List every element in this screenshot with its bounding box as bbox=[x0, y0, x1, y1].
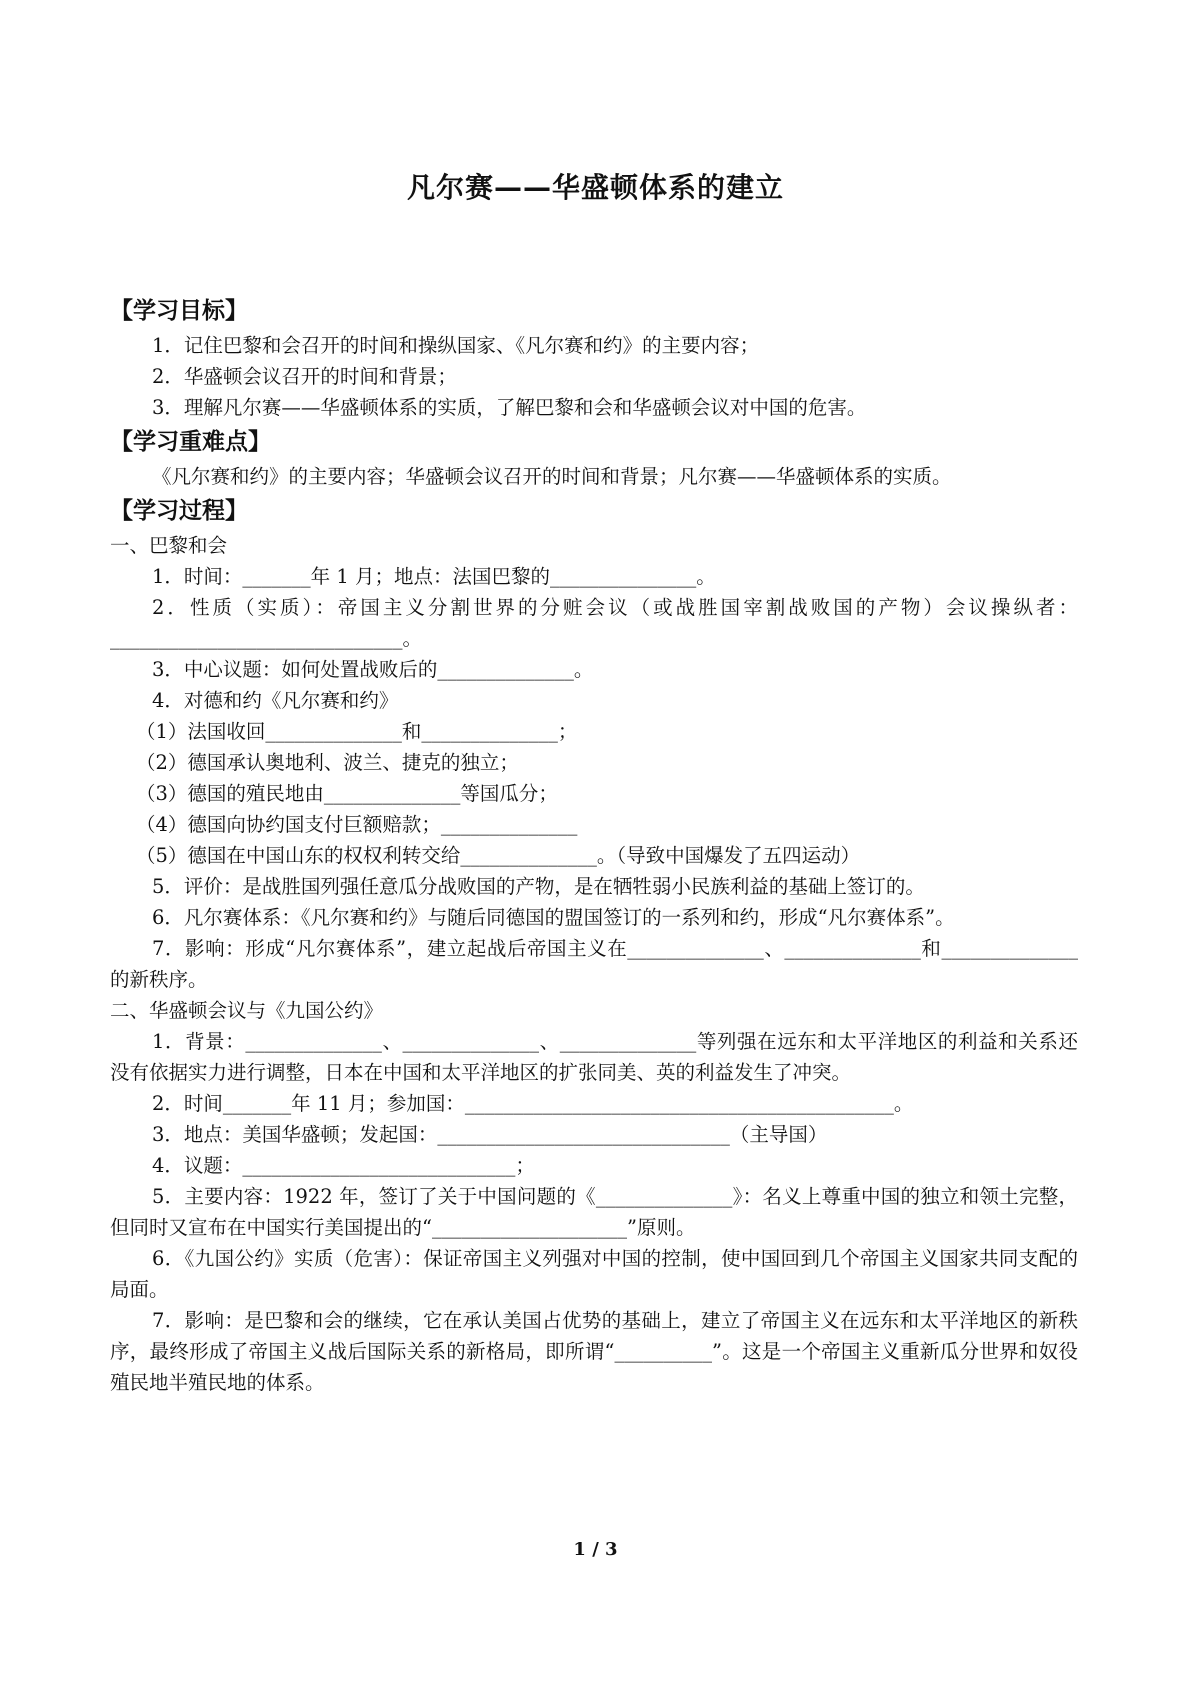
section-heading-process: 【学习过程】 bbox=[110, 498, 248, 524]
treaty-subitem: （3）德国的殖民地由______________等国瓜分； bbox=[136, 782, 558, 805]
goal-item: 1．记住巴黎和会召开的时间和操纵国家、《凡尔赛和约》的主要内容； bbox=[152, 334, 760, 357]
section-heading-key-points: 【学习重难点】 bbox=[110, 429, 271, 455]
part1-item: 3．中心议题：如何处置战败后的______________。 bbox=[152, 658, 594, 681]
key-points-text: 《凡尔赛和约》的主要内容；华盛顿会议召开的时间和背景；凡尔赛——华盛顿体系的实质。 bbox=[152, 465, 952, 488]
treaty-subitem: （2）德国承认奥地利、波兰、捷克的独立； bbox=[136, 751, 519, 774]
part1-item: 4．对德和约《凡尔赛和约》 bbox=[152, 689, 399, 712]
part1-item: 7．影响：形成“凡尔赛体系”，建立起战后帝国主义在______________、______________和______________的新秩序。 bbox=[110, 937, 1078, 991]
part2-item: 5．主要内容：1922 年，签订了关于中国问题的《______________》：名义上尊重中国的独立和领土完整，但同时又宣布在中国实行美国提出的“____________________”原则。 bbox=[110, 1185, 1078, 1239]
treaty-subitem: （5）德国在中国山东的权权利转交给______________。（导致中国爆发了五四运动） bbox=[136, 844, 861, 867]
treaty-subitem: （1）法国收回______________和______________； bbox=[136, 720, 578, 743]
part1-item: 5．评价：是战胜国列强任意瓜分战败国的产物，是在牺牲弱小民族利益的基础上签订的。 bbox=[152, 875, 925, 898]
goal-item: 3．理解凡尔赛——华盛顿体系的实质，了解巴黎和会和华盛顿会议对中国的危害。 bbox=[152, 396, 867, 419]
part1-item: 1．时间：_______年 1 月；地点：法国巴黎的_______________。 bbox=[152, 565, 716, 588]
part2-item: 4．议题：____________________________； bbox=[152, 1154, 535, 1177]
part1-item: 6．凡尔赛体系：《凡尔赛和约》与随后同德国的盟国签订的一系列和约，形成“凡尔赛体系”。 bbox=[152, 906, 955, 929]
worksheet-body bbox=[110, 292, 1078, 1398]
part2-heading: 二、华盛顿会议与《九国公约》 bbox=[110, 999, 384, 1022]
part1-heading: 一、巴黎和会 bbox=[110, 534, 228, 557]
page-number: 1 / 3 bbox=[573, 1539, 618, 1560]
section-heading-goals: 【学习目标】 bbox=[110, 298, 248, 324]
page-title: 凡尔赛——华盛顿体系的建立 bbox=[406, 171, 784, 204]
part2-item: 6．《九国公约》实质（危害）：保证帝国主义列强对中国的控制，使中国回到几个帝国主义国家共同支配的局面。 bbox=[110, 1247, 1078, 1301]
treaty-subitem: （4）德国向协约国支付巨额赔款；______________ bbox=[136, 813, 578, 836]
goal-item: 2．华盛顿会议召开的时间和背景； bbox=[152, 365, 457, 388]
part2-item: 7．影响：是巴黎和会的继续，它在承认美国占优势的基础上，建立了帝国主义在远东和太平洋地区的新秩序，最终形成了帝国主义战后国际关系的新格局，即所谓“__________”。这是一个帝国主义重新瓜分世界和奴役殖民地半殖民地的体系。 bbox=[110, 1309, 1078, 1394]
part2-item: 2．时间_______年 11 月；参加国：____________________________________________。 bbox=[152, 1092, 914, 1115]
part2-item: 3．地点：美国华盛顿；发起国：______________________________（主导国） bbox=[152, 1123, 828, 1146]
part1-item: 2．性质（实质）：帝国主义分割世界的分赃会议（或战胜国宰割战败国的产物）会议操纵者：______________________________。 bbox=[110, 596, 1078, 650]
part2-item: 1．背景：______________、______________、______________等列强在远东和太平洋地区的利益和关系还没有依据实力进行调整，日本在中国和太平洋地区的扩张同美、英的利益发生了冲突。 bbox=[110, 1030, 1078, 1084]
